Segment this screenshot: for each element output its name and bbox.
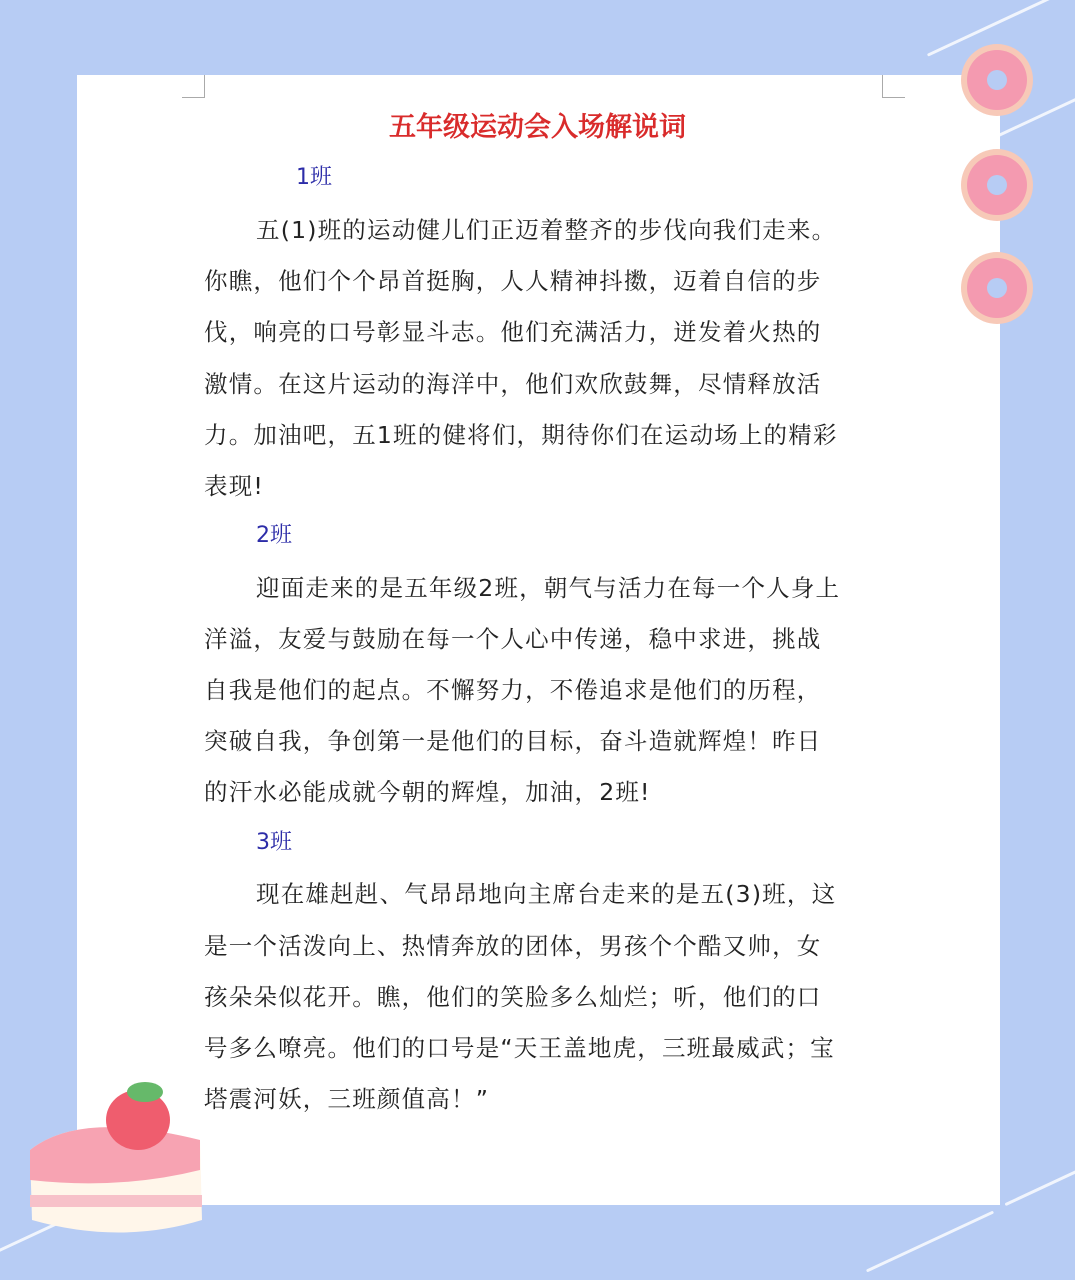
donut-icon [961,252,1033,324]
text-line: 孩朵朵似花开。瞧，他们的笑脸多么灿烂；听，他们的口 [204,983,822,1011]
text-line: 突破自我，争创第一是他们的目标，奋斗造就辉煌！昨日 [204,727,822,755]
text-line: 迎面走来的是五年级2班，朝气与活力在每一个人身上 [256,574,841,602]
text-line: 的汗水必能成就今朝的辉煌，加油，2班! [204,778,651,806]
margin-mark [182,75,205,98]
document-title: 五年级运动会入场解说词 [389,112,686,143]
text-line: 伐，响亮的口号彰显斗志。他们充满活力，迸发着火热的 [204,318,822,346]
background-stripe [866,1211,994,1273]
cake-decoration [20,1070,220,1250]
strawberry-icon [106,1082,170,1150]
section-heading: 2班 [256,523,292,548]
text-line: 是一个活泼向上、热情奔放的团体，男孩个个酷又帅，女 [204,932,822,960]
text-line: 表现! [204,472,265,500]
background-stripe [1005,1157,1075,1206]
donut-icon [961,44,1033,116]
text-line: 你瞧，他们个个昂首挺胸，人人精神抖擞，迈着自信的步 [204,267,822,295]
margin-mark [882,75,905,98]
text-line: 号多么嘹亮。他们的口号是“天王盖地虎，三班最威武；宝 [204,1034,835,1062]
donut-icon [961,149,1033,221]
text-line: 塔震河妖，三班颜值高！” [204,1085,490,1113]
text-line: 五(1)班的运动健儿们正迈着整齐的步伐向我们走来。 [256,216,837,244]
text-line: 激情。在这片运动的海洋中，他们欢欣鼓舞，尽情释放活 [204,370,822,398]
text-line: 洋溢，友爱与鼓励在每一个人心中传递，稳中求进，挑战 [204,625,822,653]
donut-decoration [955,35,1045,335]
text-line: 力。加油吧，五1班的健将们，期待你们在运动场上的精彩 [204,421,838,449]
text-line: 现在雄赳赳、气昂昂地向主席台走来的是五(3)班，这 [256,880,837,908]
section-heading: 1班 [296,165,332,190]
text-line: 自我是他们的起点。不懈努力，不倦追求是他们的历程， [204,676,822,704]
section-heading: 3班 [256,830,292,855]
